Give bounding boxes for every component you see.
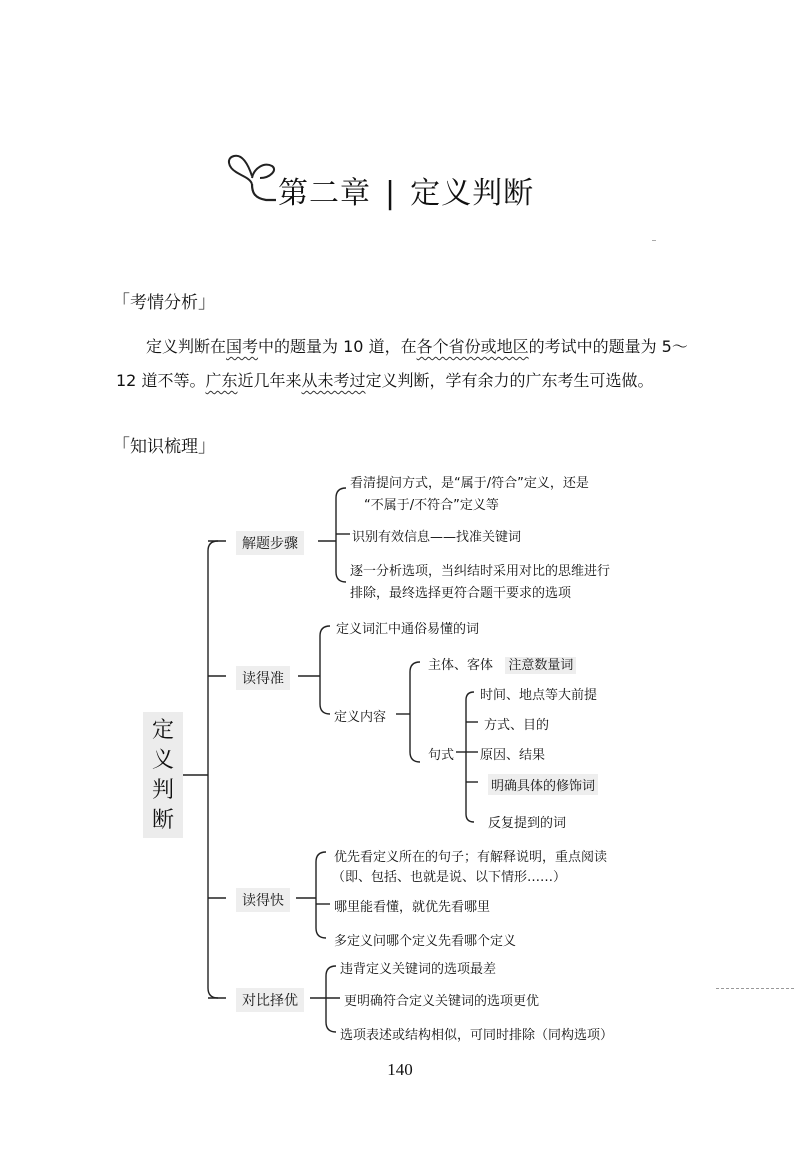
root-char: 定 xyxy=(151,718,174,743)
bracket-open: 「 xyxy=(112,292,130,313)
compare-item: 更明确符合定义关键词的选项更优 xyxy=(344,994,540,1009)
chapter-name: 定义判断 xyxy=(410,176,535,211)
read-fast-item: 优先看定义所在的句子；有解释说明，重点阅读 xyxy=(334,850,608,865)
page-number: 140 xyxy=(387,1060,413,1079)
step-item: 排除，最终选择更符合题干要求的选项 xyxy=(350,586,572,601)
sentence-item: 原因、结果 xyxy=(480,748,546,763)
subject-note: 注意数量词 xyxy=(505,657,576,674)
title-separator: | xyxy=(385,176,397,211)
step-item: 识别有效信息——找准关键词 xyxy=(352,530,522,545)
definition-content-label: 定义内容 xyxy=(334,710,387,725)
emphasis: 各个省份或地区 xyxy=(416,337,529,356)
branch-label-read-fast: 读得快 xyxy=(236,888,290,912)
bracket-open: 「 xyxy=(112,436,130,457)
text: 中的题量为 10 道，在 xyxy=(258,337,417,356)
step-item: 看清提问方式，是“属于/符合”定义，还是 xyxy=(350,476,589,491)
compare-item: 违背定义关键词的选项最差 xyxy=(340,962,497,977)
text: 12 道不等。 xyxy=(116,371,206,390)
chapter-number: 第二章 xyxy=(278,176,371,211)
branch-label-steps: 解题步骤 xyxy=(236,531,304,555)
branch-label-read-accurate: 读得准 xyxy=(236,666,290,690)
root-char: 义 xyxy=(151,748,174,773)
emphasis: 从未考过 xyxy=(301,371,366,390)
read-fast-item: （即、包括、也就是说、以下情形……） xyxy=(332,870,567,885)
subject-item xyxy=(428,654,576,673)
bracket-close: 」 xyxy=(198,292,216,313)
compare-item: 选项表述或结构相似，可同时排除（同构选项） xyxy=(340,1028,614,1043)
text: 近几年来 xyxy=(237,371,302,390)
read-accurate-item: 定义词汇中通俗易懂的词 xyxy=(336,622,480,637)
text: 的考试中的题量为 5～ xyxy=(528,337,688,356)
branch-label-compare: 对比择优 xyxy=(236,988,304,1012)
root-char: 断 xyxy=(151,808,174,833)
step-item: “不属于/不符合”定义等 xyxy=(364,498,499,513)
bracket-close: 」 xyxy=(198,436,216,457)
scan-artifact-line xyxy=(716,988,794,989)
subject-text: 主体、客体 xyxy=(428,658,494,673)
section-heading: 考情分析 xyxy=(130,293,198,313)
step-item: 逐一分析选项，当纠结时采用对比的思维进行 xyxy=(350,564,611,579)
root-char: 判 xyxy=(151,778,174,803)
text: 定义判断，学有余力的广东考生可选做。 xyxy=(365,371,654,390)
sentence-item: 明确具体的修饰词 xyxy=(488,774,598,795)
sentence-item: 反复提到的词 xyxy=(488,816,567,831)
read-fast-item: 哪里能看懂，就优先看哪里 xyxy=(334,900,491,915)
sentence-pattern-label: 句式 xyxy=(428,748,455,763)
mindmap-root xyxy=(143,712,183,838)
emphasis: 广东 xyxy=(205,371,238,390)
text: 定义判断在 xyxy=(146,337,227,356)
sentence-item: 方式、目的 xyxy=(484,718,550,733)
section-heading: 知识梳理 xyxy=(130,437,198,457)
sentence-item: 时间、地点等大前提 xyxy=(480,688,598,703)
emphasis: 国考 xyxy=(226,337,259,356)
read-fast-item: 多定义问哪个定义先看哪个定义 xyxy=(334,934,517,949)
